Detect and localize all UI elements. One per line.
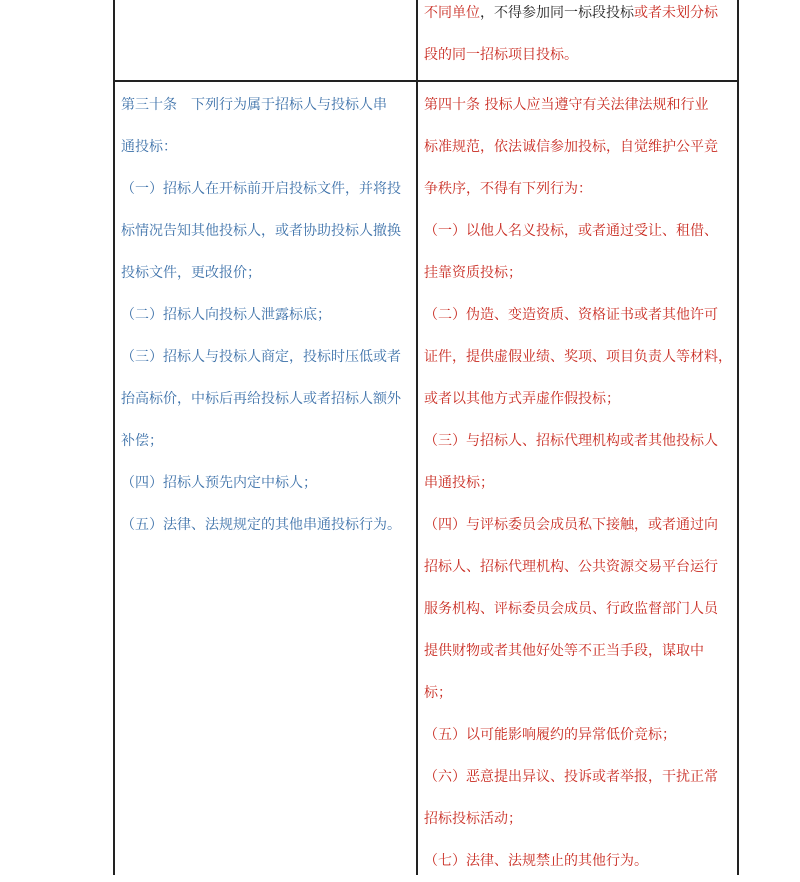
article-40-line: 或者以其他方式弄虚作假投标； <box>424 391 620 407</box>
article-30-line: 第三十条 下列行为属于招标人与投标人串 <box>121 97 387 113</box>
article-40-line: （四）与评标委员会成员私下接触，或者通过向 <box>424 517 718 533</box>
previous-row-right-cell <box>424 0 734 76</box>
article-40-cell <box>424 84 734 882</box>
text-segment: ，不得参加同一标段投标 <box>480 5 634 21</box>
article-40-line: 第四十条 投标人应当遵守有关法律法规和行业 <box>424 97 709 113</box>
article-30-line: （一）招标人在开标前开启投标文件，并将投 <box>121 181 401 197</box>
article-30-line: 抬高标价，中标后再给投标人或者招标人额外 <box>121 391 401 407</box>
article-40-line: 招标人、招标代理机构、公共资源交易平台运行 <box>424 559 718 575</box>
previous-article-line <box>424 34 734 76</box>
article-30-line: 通投标： <box>121 139 177 155</box>
article-40-line: 服务机构、评标委员会成员、行政监督部门人员 <box>424 601 718 617</box>
table-row-divider <box>113 80 739 82</box>
article-40-line: （二）伪造、变造资质、资格证书或者其他许可 <box>424 307 718 323</box>
previous-article-line <box>424 0 734 34</box>
article-40-line: 标准规范，依法诚信参加投标，自觉维护公平竞 <box>424 139 718 155</box>
text-segment: 不同单位 <box>424 5 480 21</box>
article-40-line: 串通投标； <box>424 475 494 491</box>
article-40-line: （六）恶意提出异议、投诉或者举报，干扰正常 <box>424 769 718 785</box>
table-border-middle <box>416 0 418 875</box>
article-40-line: 证件，提供虚假业绩、奖项、项目负责人等材料， <box>424 349 732 365</box>
article-30-cell <box>121 84 413 546</box>
article-30-line: 投标文件，更改报价； <box>121 265 261 281</box>
article-40-line: 挂靠资质投标； <box>424 265 522 281</box>
article-30-line: 补偿； <box>121 433 163 449</box>
article-30-line: 标情况告知其他投标人，或者协助投标人撤换 <box>121 223 401 239</box>
table-border-right <box>737 0 739 875</box>
article-30-line: （三）招标人与投标人商定，投标时压低或者 <box>121 349 401 365</box>
article-30-line: （五）法律、法规规定的其他串通投标行为。 <box>121 517 401 533</box>
article-40-line: 争秩序，不得有下列行为： <box>424 181 592 197</box>
article-40-line: 标； <box>424 685 452 701</box>
article-40-line: （一）以他人名义投标，或者通过受让、租借、 <box>424 223 718 239</box>
article-40-line: （三）与招标人、招标代理机构或者其他投标人 <box>424 433 718 449</box>
article-40-line: （五）以可能影响履约的异常低价竞标； <box>424 727 676 743</box>
article-30-line: （二）招标人向投标人泄露标底； <box>121 307 331 323</box>
article-40-line: 招标投标活动； <box>424 811 522 827</box>
article-40-line: 提供财物或者其他好处等不正当手段，谋取中 <box>424 643 704 659</box>
article-30-line: （四）招标人预先内定中标人； <box>121 475 317 491</box>
text-segment: 或者未划分标 <box>634 5 718 21</box>
article-40-line: （七）法律、法规禁止的其他行为。 <box>424 853 648 869</box>
table-border-left <box>113 0 115 875</box>
text-segment: 段的同一招标项目投标。 <box>424 47 578 63</box>
